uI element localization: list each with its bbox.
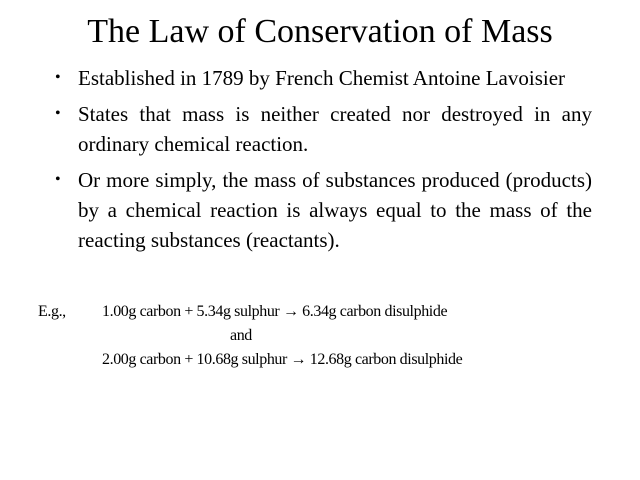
bullet-item: [52, 165, 592, 255]
bullet-dot-icon: •: [55, 171, 61, 188]
bullet-item: [52, 63, 592, 93]
example-label: E.g.,: [38, 303, 66, 320]
bullet-item: [52, 99, 592, 159]
connector-text: and: [230, 327, 252, 344]
example-block: [38, 300, 628, 372]
example-row-3: [38, 348, 628, 372]
bullet-text: States that mass is neither created nor destroyed in any ordinary chemical reaction.: [78, 102, 592, 156]
slide-title: The Law of Conservation of Mass: [87, 13, 553, 50]
bullet-dot-icon: •: [55, 69, 61, 86]
bullet-text: Or more simply, the mass of substances produced (products) by a chemical reaction is always equal to the mass of the reacting substances (reactants).: [78, 168, 592, 252]
equation-2: 2.00g carbon + 10.68g sulphur → 12.68g carbon disulphide: [102, 351, 463, 368]
equation-1: 1.00g carbon + 5.34g sulphur → 6.34g carbon disulphide: [102, 303, 448, 320]
bullet-dot-icon: •: [55, 105, 61, 122]
bullet-text: Established in 1789 by French Chemist Antoine Lavoisier: [78, 66, 566, 90]
example-row-2: [38, 324, 628, 348]
example-row-1: [38, 300, 628, 324]
bullet-list: [52, 63, 592, 261]
